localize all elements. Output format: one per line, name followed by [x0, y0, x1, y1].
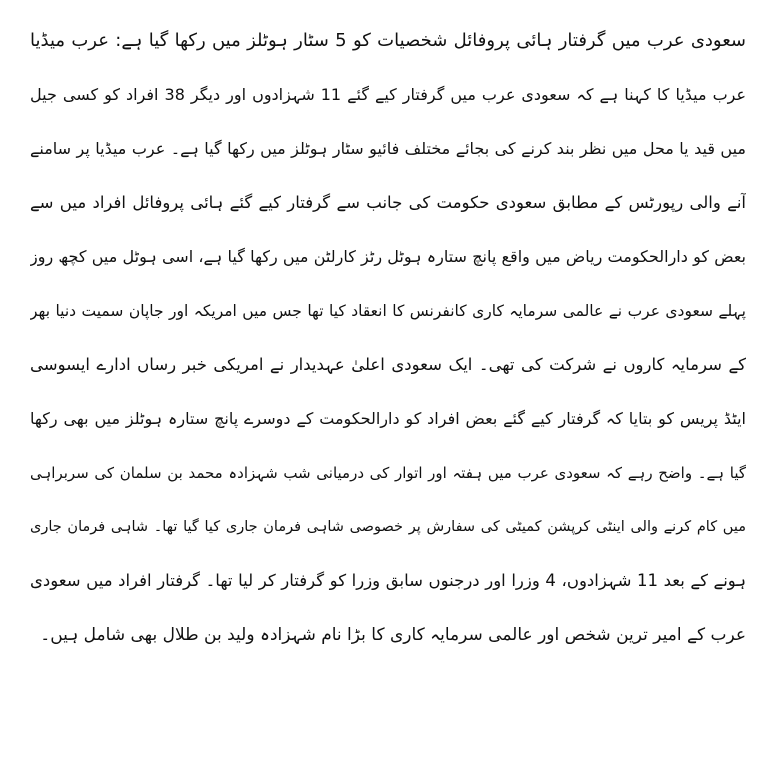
article-line: ایٹڈ پریس کو بتایا کہ گرفتار کیے گئے بعض افراد کو دارالحکومت کے دوسرے پانچ ستارہ ہوٹلز میں بھی رکھا: [30, 409, 746, 428]
article-line: آنے والی رپورٹس کے مطابق سعودی حکومت کی جانب سے گرفتار کیے گئے ہائی پروفائل افراد میں سے: [30, 193, 746, 212]
article-line: پہلے سعودی عرب نے عالمی سرمایہ کاری کانفرنس کا انعقاد کیا تھا جس میں امریکہ اور جاپان سمیت دنیا بھر: [30, 302, 746, 320]
article-line: میں کام کرنے والی اینٹی کرپشن کمیٹی کی سفارش پر خصوصی شاہی فرمان جاری کیا گیا تھا۔ شاہی فرمان جاری: [30, 519, 746, 535]
article-line: عرب کے امیر ترین شخص اور عالمی سرمایہ کاری کا بڑا نام شہزادہ ولید بن طلال بھی شامل ہیں۔: [40, 625, 746, 645]
article-line: سعودی عرب میں گرفتار ہائی پروفائل شخصیات کو 5 سٹار ہوٹلز میں رکھا گیا ہے: عرب میڈیا: [30, 30, 746, 51]
article-line: بعض کو دارالحکومت ریاض میں واقع پانچ ستارہ ہوٹل رٹز کارلٹن میں رکھا گیا ہے، اسی ہوٹل میں کچھ روز: [30, 247, 746, 266]
article-line: کے سرمایہ کاروں نے شرکت کی تھی۔ ایک سعودی اعلیٰ عہدیدار نے امریکی خبر رساں ادارے ایسوسی: [30, 355, 746, 374]
article-line: ہونے کے بعد 11 شہزادوں، 4 وزرا اور درجنوں سابق وزرا کو گرفتار کر لیا تھا۔ گرفتار افراد میں سعودی: [30, 571, 746, 590]
article-line: گیا ہے۔ واضح رہے کہ سعودی عرب میں ہفتہ اور اتوار کی درمیانی شب شہزادہ محمد بن سلمان کی سربراہی: [30, 464, 746, 482]
article-line: عرب میڈیا کا کہنا ہے کہ سعودی عرب میں گرفتار کیے گئے 11 شہزادوں اور دیگر 38 افراد کو کسی جیل: [30, 85, 746, 104]
article-line: میں قید یا محل میں نظر بند کرنے کی بجائے مختلف فائیو سٹار ہوٹلز میں رکھا گیا ہے۔ عرب میڈیا پر سامنے: [30, 139, 746, 158]
